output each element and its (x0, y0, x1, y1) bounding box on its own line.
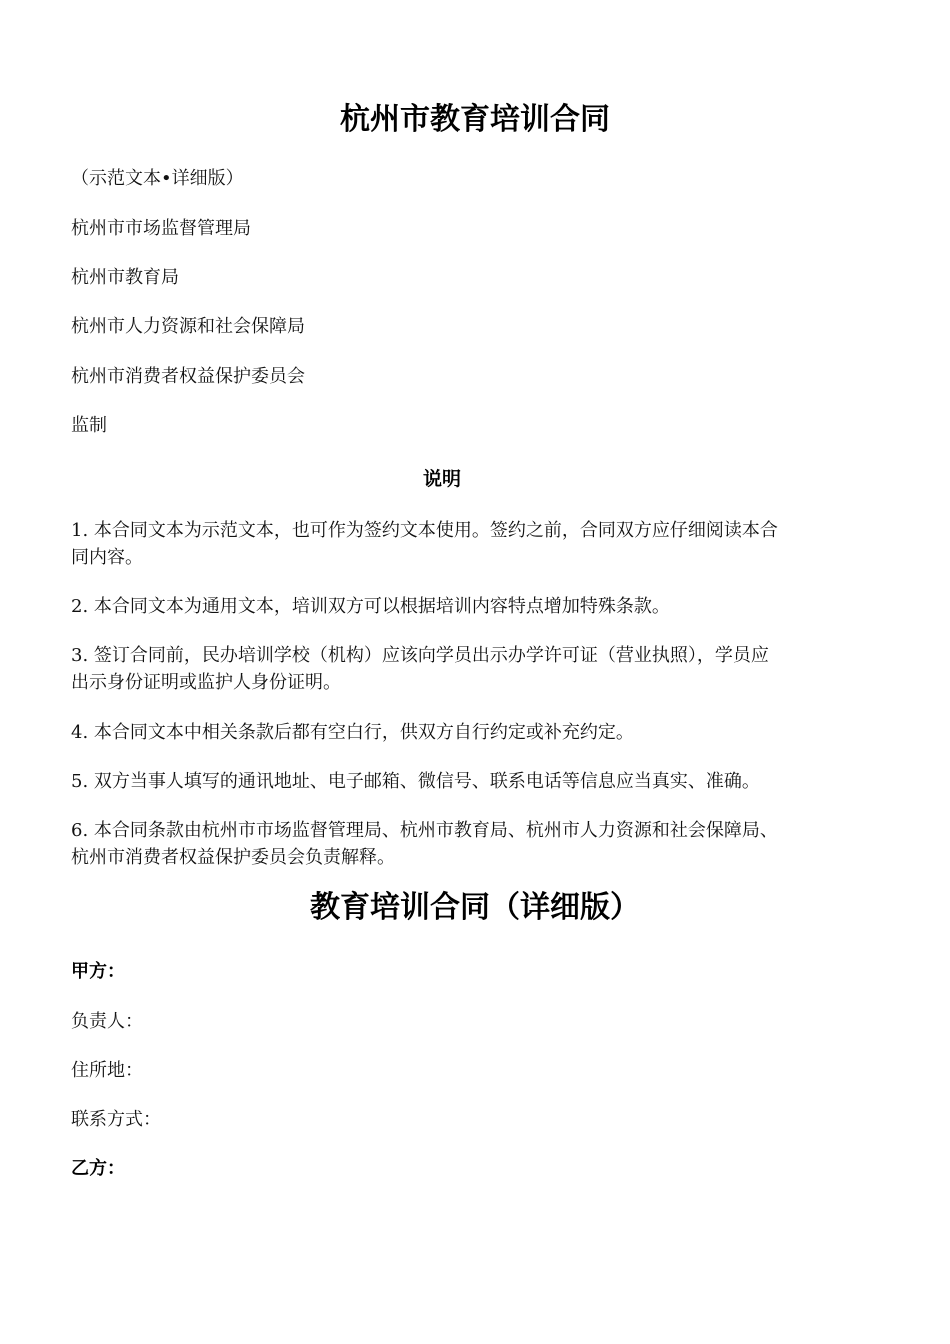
contract-title: 教育培训合同（详细版） (310, 890, 640, 925)
note-item-6-line-1: 6. 本合同条款由杭州市市场监督管理局、杭州市教育局、杭州市人力资源和社会保障局、 (71, 820, 778, 841)
note-item-2 (71, 593, 871, 620)
note-item-5-line-1: 5. 双方当事人填写的通讯地址、电子邮箱、微信号、联系电话等信息应当真实、准确。 (71, 771, 760, 792)
note-item-6 (71, 817, 871, 871)
issuer-market-regulation: 杭州市市场监督管理局 (71, 218, 251, 239)
document-title: 杭州市教育培训合同 (340, 102, 610, 137)
party-a-label: 甲方： (71, 961, 125, 982)
note-item-1-line-2: 同内容。 (71, 547, 143, 568)
issuer-human-resources: 杭州市人力资源和社会保障局 (71, 316, 305, 337)
note-item-2-line-1: 2. 本合同文本为通用文本，培训双方可以根据培训内容特点增加特殊条款。 (71, 596, 670, 617)
party-b-label: 乙方： (71, 1158, 125, 1179)
notes-heading: 说明 (422, 468, 461, 490)
note-item-4-line-1: 4. 本合同文本中相关条款后都有空白行，供双方自行约定或补充约定。 (71, 722, 634, 743)
note-item-3-line-1: 3. 签订合同前，民办培训学校（机构）应该向学员出示办学许可证（营业执照），学员应 (71, 645, 769, 666)
party-a-contact-field: 联系方式： (71, 1109, 161, 1130)
issuer-consumer-protection: 杭州市消费者权益保护委员会 (71, 366, 305, 387)
note-item-6-line-2: 杭州市消费者权益保护委员会负责解释。 (71, 847, 395, 868)
note-item-3 (71, 642, 871, 696)
note-item-5 (71, 768, 871, 795)
note-item-1-line-1: 1. 本合同文本为示范文本，也可作为签约文本使用。签约之前，合同双方应仔细阅读本合 (71, 520, 778, 541)
note-item-1 (71, 517, 871, 571)
party-a-address-field: 住所地： (71, 1060, 143, 1081)
edition-note: （示范文本•详细版） (71, 168, 244, 189)
note-item-4 (71, 719, 871, 746)
note-item-3-line-2: 出示身份证明或监护人身份证明。 (71, 672, 341, 693)
issuer-education-bureau: 杭州市教育局 (71, 267, 179, 288)
party-a-responsible-person-field: 负责人： (71, 1011, 143, 1032)
issued-by-label: 监制 (71, 415, 107, 436)
